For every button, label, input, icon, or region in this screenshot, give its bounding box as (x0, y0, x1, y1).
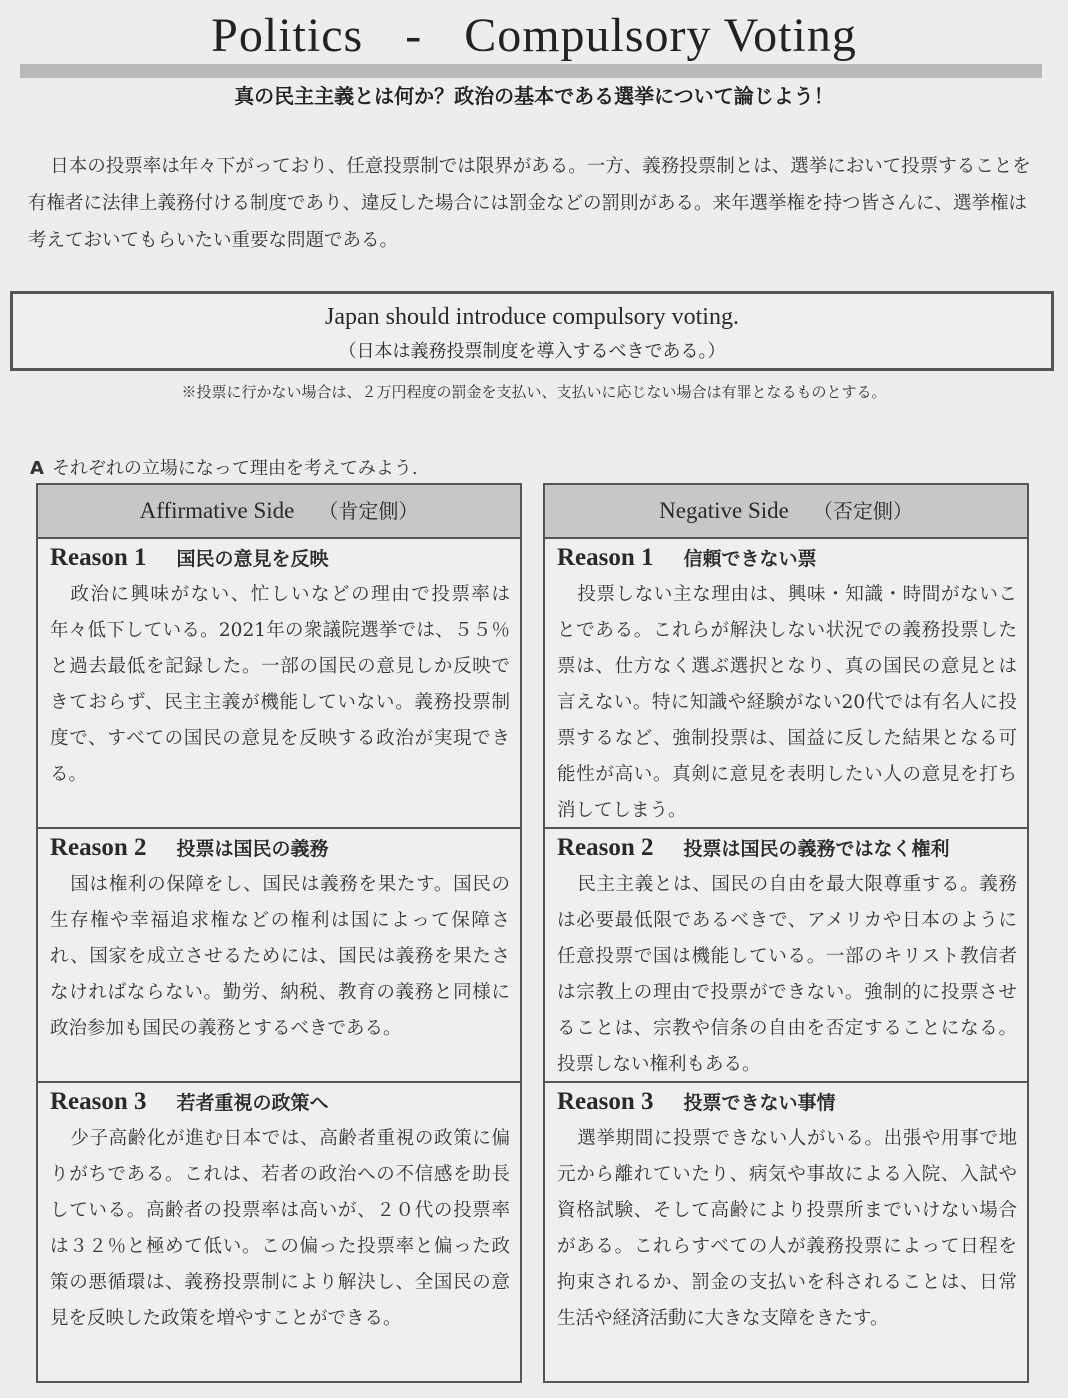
affirmative-column (36, 483, 522, 1383)
motion-box (10, 291, 1054, 371)
reason-label: Reason 3 (50, 1088, 147, 1115)
section-a-instruction (30, 454, 418, 480)
negative-reason-3 (545, 1081, 1027, 1381)
reason-title: 若者重視の政策へ (176, 1092, 329, 1114)
reason-body: 少子高齢化が進む日本では、高齢者重視の政策に偏りがちである。これは、若者の政治への不信感を助長している。高齢者の投票率は高いが、２０代の投票率は３２％と極めて低い。この偏った投票率と偏った政策の悪循環は、義務投票制により解決し、全国民の意見を反映した政策を増やすことができる。 (50, 1128, 510, 1329)
negative-header-ja: （否定側） (812, 499, 913, 523)
motion-english: Japan should introduce compulsory voting. (325, 304, 739, 330)
penalty-note: ※投票に行かない場合は、２万円程度の罰金を支払い、支払いに応じない場合は有罪となるものとする。 (181, 383, 887, 401)
affirmative-header (38, 485, 520, 539)
affirmative-reason-2 (38, 827, 520, 1081)
reason-label: Reason 2 (50, 834, 147, 861)
affirmative-reason-1 (38, 539, 520, 827)
reason-title: 国民の意見を反映 (176, 548, 329, 570)
reason-body: 国は権利の保障をし、国民は義務を果たす。国民の生存権や幸福追求権などの権利は国によって保障され、国家を成立させるためには、国民は義務を果たさなければならない。勤労、納税、教育の義務と同様に政治参加も国民の義務とするべきである。 (50, 874, 510, 1039)
title-subject: Politics (211, 9, 364, 62)
reason-body: 政治に興味がない、忙しいなどの理由で投票率は年々低下している。2021年の衆議院選挙では、５５％と過去最低を記録した。一部の国民の意見しか反映できておらず、民主主義が機能していない。義務投票制度で、すべての国民の意見を反映する政治が実現できる。 (50, 584, 510, 785)
negative-column (543, 483, 1029, 1383)
negative-reason-1 (545, 539, 1027, 827)
motion-japanese: （日本は義務投票制度を導入するべきである。） (338, 341, 726, 362)
reason-title: 投票は国民の義務ではなく権利 (683, 838, 950, 860)
title-separator: - (405, 9, 423, 62)
reason-body: 民主主義とは、国民の自由を最大限尊重する。義務は必要最低限であるべきで、アメリカや日本のように任意投票で国は機能している。一部のキリスト教信者は宗教上の理由で投票ができない。強制的に投票させることは、宗教や信条の自由を否定することになる。投票しない権利もある。 (557, 874, 1017, 1075)
title-underline-bar (20, 64, 1042, 78)
reason-body: 投票しない主な理由は、興味・知識・時間がないことである。これらが解決しない状況での義務投票した票は、仕方なく選ぶ選択となり、真の国民の意見とは言えない。特に知識や経験がない20代では有名人に投票するなど、強制投票は、国益に反した結果となる可能性が高い。真剣に意見を表明したい人の意見を打ち消してしまう。 (557, 584, 1017, 821)
reason-title: 投票できない事情 (683, 1092, 836, 1114)
reason-label: Reason 3 (557, 1088, 654, 1115)
section-a-text: それぞれの立場になって理由を考えてみよう. (51, 458, 418, 479)
reason-title: 信頼できない票 (683, 548, 817, 570)
page-title (0, 8, 1068, 63)
reason-body: 選挙期間に投票できない人がいる。出張や用事で地元から離れていたり、病気や事故による入院、入試や資格試験、そして高齢により投票所までいけない場合がある。これらすべての人が義務投票によって日程を拘束されるか、罰金の支払いを科されることは、日常生活や経済活動に大きな支障をきたす。 (557, 1128, 1017, 1329)
negative-header (545, 485, 1027, 539)
section-a-letter: A (30, 458, 44, 479)
negative-header-en: Negative Side (659, 498, 789, 523)
reason-title: 投票は国民の義務 (176, 838, 329, 860)
reason-label: Reason 2 (557, 834, 654, 861)
affirmative-header-ja: （肯定側） (318, 499, 419, 523)
reason-label: Reason 1 (50, 544, 147, 571)
affirmative-reason-3 (38, 1081, 520, 1381)
reason-label: Reason 1 (557, 544, 654, 571)
page-subtitle: 真の民主主義とは何か？政治の基本である選挙について論じよう！ (234, 84, 834, 108)
affirmative-header-en: Affirmative Side (139, 498, 295, 523)
title-topic: Compulsory Voting (464, 9, 857, 62)
negative-reason-2 (545, 827, 1027, 1081)
intro-paragraph: 日本の投票率は年々下がっており、任意投票制では限界がある。一方、義務投票制とは、選挙において投票することを有権者に法律上義務付ける制度であり、違反した場合には罰金などの罰則がある。来年選挙権を持つ皆さんに、選挙権は考えておいてもらいたい重要な問題である。 (28, 156, 1031, 251)
